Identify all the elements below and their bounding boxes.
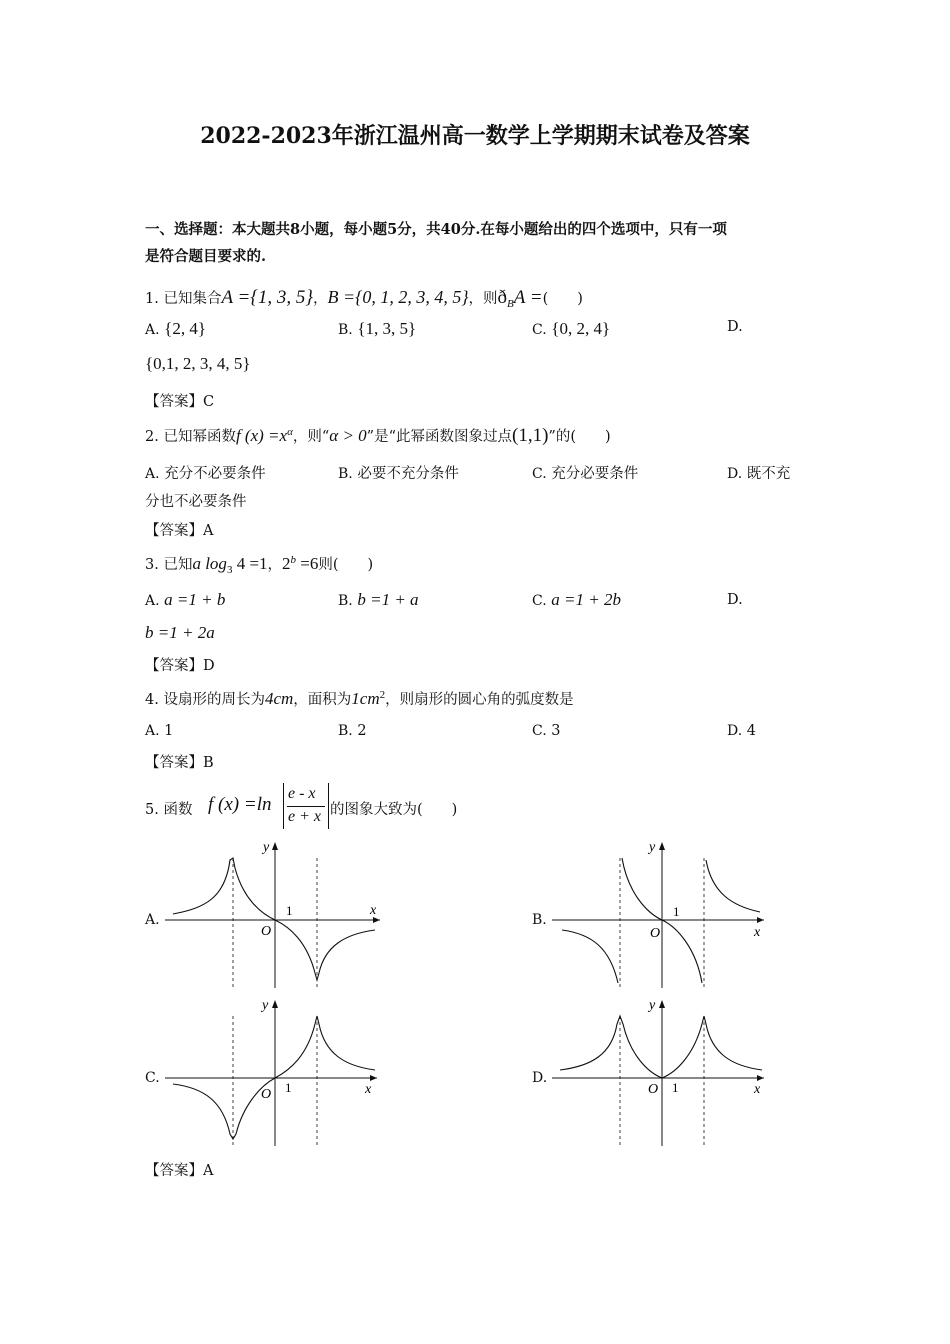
- y-label: y: [263, 840, 270, 855]
- q5-graph-b: [552, 838, 777, 993]
- y-axis-arrow-icon: [659, 842, 665, 850]
- origin-label: O: [648, 1082, 659, 1097]
- q1-option-b: B. {1, 3, 5}: [338, 319, 417, 338]
- q4-perimeter: 4cm: [264, 689, 294, 708]
- q1-comma: ，: [312, 291, 328, 307]
- q4-question: 4. 设扇形的周长为4cm，面积为$1cm^2$，则扇形的圆心角的弧度数是: [145, 689, 574, 708]
- q1-answer: 【答案】C: [145, 394, 215, 410]
- q5-option-b-label: B.: [532, 912, 547, 928]
- q5-graph-a: [165, 838, 390, 993]
- q2-point: (1,1): [512, 425, 549, 446]
- q5-fraction-bar: [287, 806, 325, 807]
- q1-set-b: B ={0, 1, 2, 3, 4, 5}: [327, 287, 469, 307]
- q5-graph-d: [552, 996, 777, 1151]
- origin-label: O: [261, 924, 272, 939]
- q2-option-b: B. 必要不充分条件: [338, 466, 459, 482]
- q2-option-d-cont: 分也不必要条件: [145, 494, 247, 510]
- one-label: 1: [673, 904, 680, 919]
- section-heading-line1: 一、选择题：本大题共8小题，每小题5分，共40分.在每小题给出的四个选项中，只有一项: [145, 221, 727, 238]
- q3-answer: 【答案】D: [145, 658, 215, 674]
- q5-text-b: 的图象大致为( ): [330, 802, 458, 818]
- q4-option-c: C. 3: [532, 723, 561, 739]
- x-label: x: [370, 903, 377, 918]
- y-label: y: [262, 998, 269, 1013]
- q3-expr1: a log: [192, 554, 227, 573]
- q4-option-d: D. 4: [727, 723, 757, 739]
- q5-answer: 【答案】A: [145, 1163, 214, 1179]
- q3-option-c: C. a =1 + 2b: [532, 590, 621, 609]
- x-axis-arrow-icon: [757, 917, 764, 923]
- q2-func-exp: α: [287, 426, 293, 439]
- x-label: x: [754, 925, 761, 940]
- q4-area: 1cm: [351, 689, 380, 708]
- y-axis-arrow-icon: [272, 842, 278, 850]
- q5-option-c-label: C.: [145, 1070, 160, 1086]
- q1-paren: ( ): [542, 291, 583, 307]
- origin-label: O: [650, 926, 661, 941]
- q5-abs-fraction: [283, 783, 329, 829]
- one-label: 1: [285, 1080, 292, 1095]
- curve-right: [706, 860, 760, 912]
- q5-numerator: e - x: [288, 785, 316, 802]
- q2-option-d: D. 既不充: [727, 466, 791, 482]
- q3-expr2: 2: [282, 554, 291, 573]
- q1-set-a: A ={1, 3, 5}: [221, 287, 313, 308]
- y-label: y: [649, 840, 656, 855]
- q1-complement-tail: A =: [513, 287, 543, 308]
- q5-number-text: 5. 函数: [145, 802, 193, 818]
- section-heading-line2: 是符合题目要求的.: [145, 248, 267, 265]
- q4-answer: 【答案】B: [145, 755, 214, 771]
- q1-complement-sub: B: [507, 297, 514, 310]
- curve-left: [562, 930, 618, 983]
- curve: [560, 1016, 762, 1078]
- q1-text-b: ，则: [468, 291, 498, 307]
- q5-graph-c: [165, 996, 390, 1151]
- x-axis-arrow-icon: [757, 1075, 764, 1081]
- q2-option-c: C. 充分必要条件: [532, 466, 639, 482]
- q4-option-a: A. 1: [145, 723, 174, 739]
- q2-question: 2. 已知幂函数f $(x) =x^\alpha$，则“α > 0”是“此幂函数图象过点(1,1)”的( ): [145, 425, 611, 446]
- q3-option-b: B. b =1 + a: [338, 590, 419, 609]
- q5-option-d-label: D.: [532, 1070, 548, 1086]
- q5-denominator: e + x: [288, 808, 321, 825]
- q1-option-c: C. {0, 2, 4}: [532, 319, 611, 338]
- q1-question: [145, 287, 583, 310]
- q1-number: 1.: [145, 291, 159, 307]
- q3-option-d-label: D.: [727, 592, 743, 608]
- one-label: 1: [672, 1080, 679, 1095]
- q2-answer: 【答案】A: [145, 523, 214, 539]
- q4-option-b: B. 2: [338, 723, 367, 739]
- x-axis-arrow-icon: [370, 1075, 377, 1081]
- x-label: x: [754, 1082, 761, 1097]
- q5-option-a-label: A.: [145, 912, 160, 928]
- q1-option-d-value: {0,1, 2, 3, 4, 5}: [145, 354, 251, 373]
- q3-option-a: A. a =1 + b: [145, 590, 226, 609]
- q1-complement-symbol: ð: [497, 287, 508, 308]
- q2-condition: α > 0: [329, 426, 367, 445]
- y-label: y: [649, 998, 656, 1013]
- q5-func: f (x) =ln: [208, 794, 272, 815]
- origin-label: O: [261, 1087, 272, 1102]
- one-label: 1: [286, 903, 293, 918]
- q2-func: f (x) =x: [235, 426, 288, 445]
- q2-option-a: A. 充分不必要条件: [145, 466, 266, 482]
- q3-question: 3. 已知a $\log_3 4 =1$，$2^b =6$则( ): [145, 554, 374, 576]
- curve: [173, 858, 375, 980]
- x-label: x: [365, 1082, 372, 1097]
- y-axis-arrow-icon: [272, 1000, 278, 1008]
- y-axis-arrow-icon: [659, 1000, 665, 1008]
- q3-option-d-value: b =1 + 2a: [145, 623, 215, 642]
- q1-option-d-label: D.: [727, 319, 743, 335]
- q1-option-a: A. {2, 4}: [145, 319, 206, 338]
- page-title: 2022-2023年浙江温州高一数学上学期期末试卷及答案: [200, 123, 750, 149]
- q1-text-a: 已知集合: [163, 291, 222, 307]
